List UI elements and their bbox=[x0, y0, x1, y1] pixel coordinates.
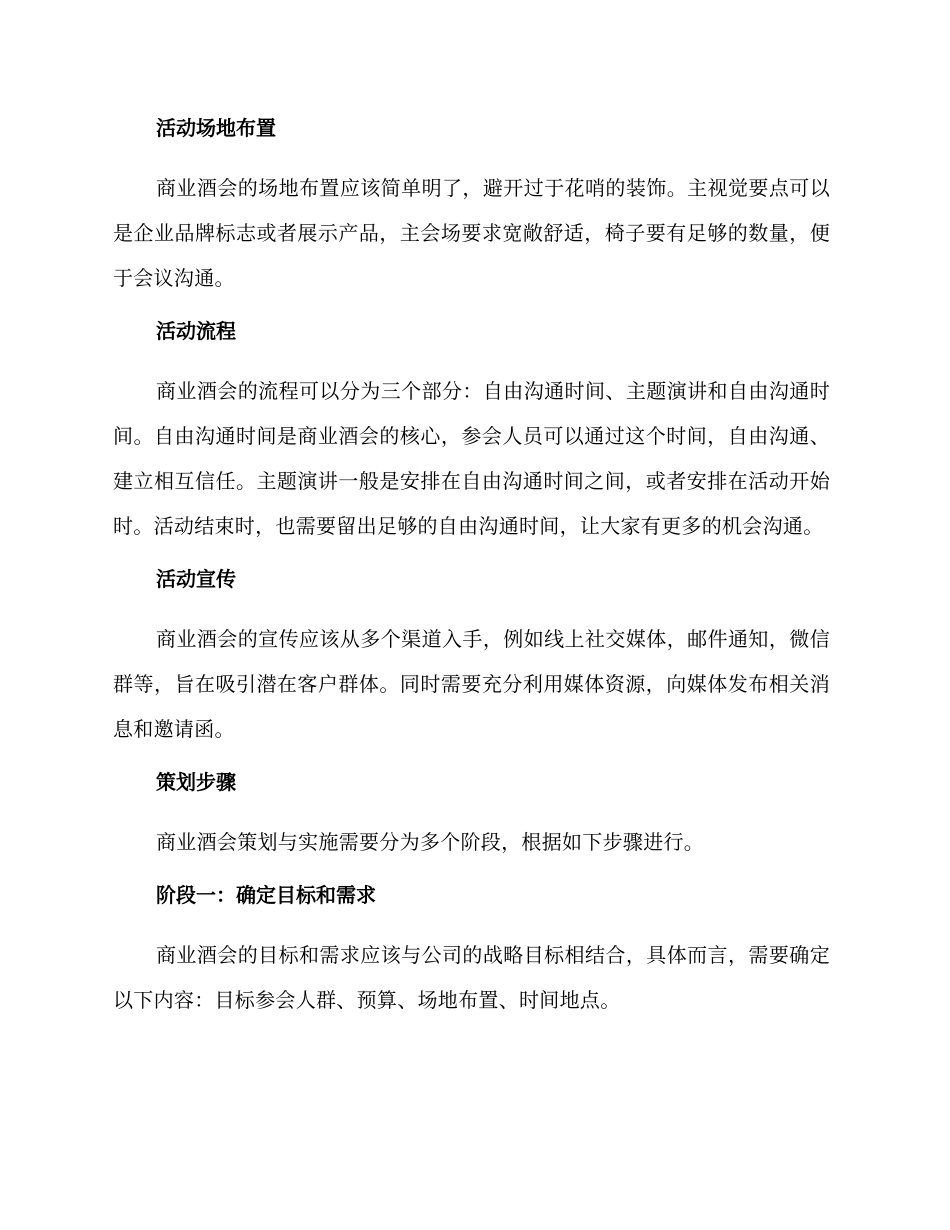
section-heading: 活动流程 bbox=[156, 319, 236, 343]
section-heading: 阶段一：确定目标和需求 bbox=[156, 883, 376, 907]
section-venue-layout bbox=[113, 112, 830, 301]
section-event-promotion bbox=[113, 563, 830, 752]
section-paragraph: 商业酒会的流程可以分为三个部分：自由沟通时间、主题演讲和自由沟通时间。自由沟通时间是商业酒会的核心，参会人员可以通过这个时间，自由沟通、建立相互信任。主题演讲一般是安排在自由沟通时间之间，或者安排在活动开始时。活动结束时，也需要留出足够的自由沟通时间，让大家有更多的机会沟通。 bbox=[113, 379, 830, 538]
section-heading: 活动场地布置 bbox=[156, 116, 276, 140]
section-paragraph: 商业酒会的宣传应该从多个渠道入手，例如线上社交媒体，邮件通知，微信群等，旨在吸引潜在客户群体。同时需要充分利用媒体资源，向媒体发布相关消息和邀请函。 bbox=[113, 627, 830, 741]
section-heading: 策划步骤 bbox=[156, 770, 236, 794]
section-planning-steps bbox=[113, 766, 830, 865]
section-heading: 活动宣传 bbox=[156, 567, 236, 591]
section-event-flow bbox=[113, 315, 830, 549]
section-paragraph: 商业酒会策划与实施需要分为多个阶段，根据如下步骤进行。 bbox=[156, 830, 705, 854]
section-paragraph: 商业酒会的目标和需求应该与公司的战略目标相结合，具体而言，需要确定以下内容：目标参会人群、预算、场地布置、时间地点。 bbox=[113, 943, 830, 1012]
section-stage-one bbox=[113, 879, 830, 1023]
section-paragraph: 商业酒会的场地布置应该简单明了，避开过于花哨的装饰。主视觉要点可以是企业品牌标志或者展示产品，主会场要求宽敞舒适，椅子要有足够的数量，便于会议沟通。 bbox=[113, 176, 830, 290]
